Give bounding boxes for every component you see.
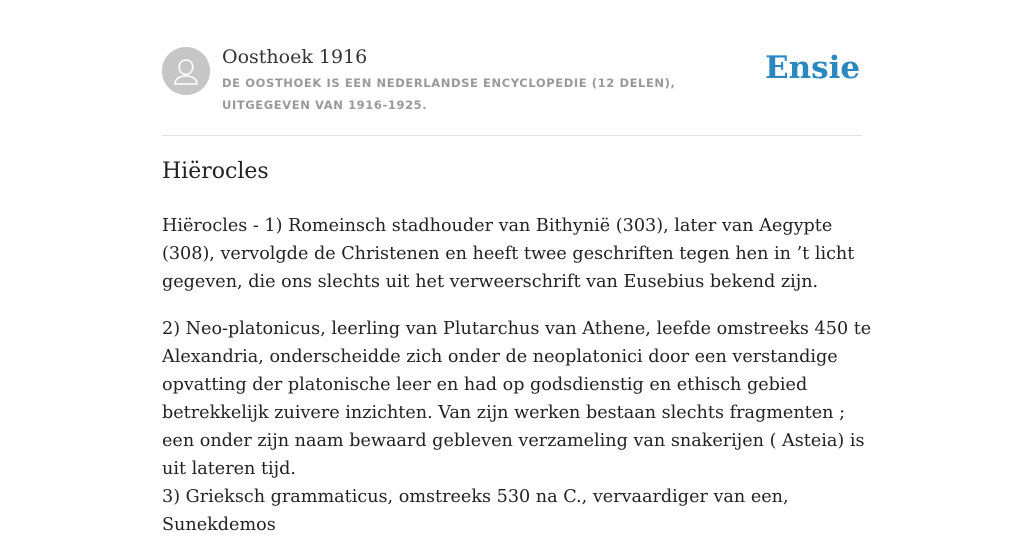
entry-body [162,212,882,539]
source-title[interactable]: Oosthoek 1916 [222,46,368,68]
entry-title: Hiërocles [162,159,269,184]
user-icon [162,47,210,95]
source-description: DE OOSTHOEK IS EEN NEDERLANDSE ENCYCLOPEDIE (12 DELEN), UITGEGEVEN VAN 1916-1925. [222,76,676,112]
entry-paragraph: 3) Grieksch grammaticus, omstreeks 530 na C., vervaardiger van een, Sunekdemos [162,487,789,535]
entry-paragraph: Hiërocles - 1) Romeinsch stadhouder van Bithynië (303), later van Aegypte (308), vervolgde de Christenen en heeft twee geschriften tegen hen in ’t licht gegeven, die ons slechts uit het verweerschrift van Eusebius bekend zijn. [162,216,855,292]
page-container [162,0,872,535]
entry-paragraph: 2) Neo-platonicus, leerling van Plutarchus van Athene, leefde omstreeks 450 te Alexandria, onderscheidde zich onder de neoplatonici door een verstandige opvatting der platonische leer en had op godsdienstig en ethisch gebied betrekkelijk zuivere inzichten. Van zijn werken bestaan slechts fragmenten ; een onder zijn naam bewaard gebleven verzameling van snakerijen ( Asteia) is uit lateren tijd. [162,319,872,479]
source-header [162,0,862,136]
ensie-logo[interactable]: Ensie [765,50,861,86]
source-avatar[interactable] [162,47,210,95]
